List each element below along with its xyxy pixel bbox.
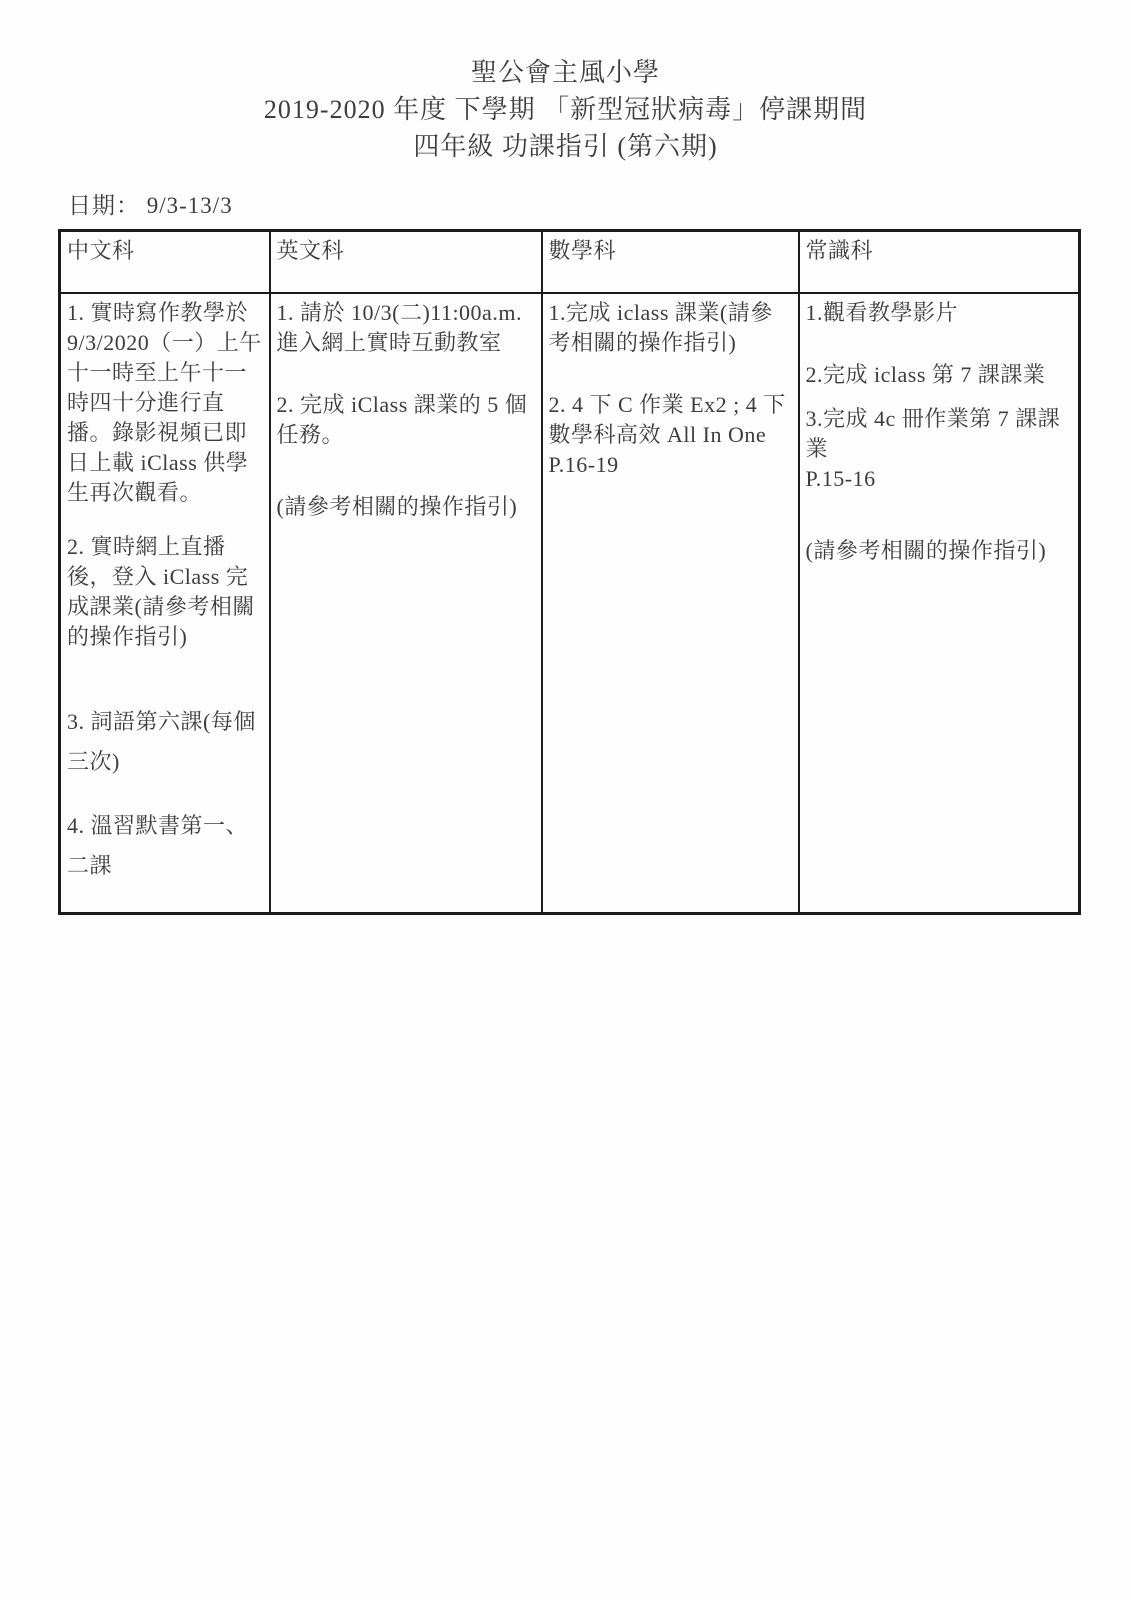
homework-item: 2. 完成 iClass 課業的 5 個任務。 [276, 392, 528, 447]
term-suspension-title: 2019-2020 年度 下學期 「新型冠狀病毒」停課期間 [263, 95, 868, 124]
homework-item: 2. 4 下 C 作業 Ex2 ; 4 下數學科高效 All In One P.16-19 [548, 392, 786, 477]
homework-item: 3. 詞語第六課(每個三次) [67, 709, 256, 774]
homework-item: (請參考相關的操作指引) [276, 494, 518, 519]
homework-item: 2.完成 iclass 第 7 課課業 [805, 362, 1046, 387]
cell-english [270, 293, 542, 914]
column-header-general-studies: 常識科 [799, 231, 1080, 294]
homework-item-page-ref: P.15-16 [805, 466, 876, 491]
homework-item: 2. 實時網上直播後，登入 iClass 完成課業(請參考相關的操作指引) [67, 534, 255, 649]
column-header-english: 英文科 [270, 231, 542, 294]
homework-item: 1.觀看教學影片 [805, 300, 959, 325]
column-header-math: 數學科 [542, 231, 799, 294]
cell-math [542, 293, 799, 914]
homework-item: 3.完成 4c 冊作業第 7 課課業 [805, 406, 1061, 461]
homework-item-note: (請參考相關的操作指引) [805, 538, 1047, 563]
cell-chinese [60, 293, 270, 914]
homework-item: 1.完成 iclass 課業(請參考相關的操作指引) [548, 300, 773, 355]
homework-item: 1. 請於 10/3(二)11:00a.m. 進入網上實時互動教室 [276, 300, 522, 355]
content-row [60, 293, 1080, 914]
homework-table [58, 229, 1081, 915]
school-name: 聖公會主風小學 [470, 58, 660, 87]
grade-guidance-title: 四年級 功課指引 (第六期) [413, 132, 718, 161]
column-header-chinese: 中文科 [60, 231, 270, 294]
date-label: 日期： 9/3-13/3 [68, 193, 233, 218]
homework-item: 1. 實時寫作教學於 9/3/2020（一）上午十一時至上午十一時四十分進行直播。錄影視頻已即日上載 iClass 供學生再次觀看。 [67, 300, 262, 505]
document-header [0, 0, 1131, 165]
cell-general-studies [799, 293, 1080, 914]
header-row [60, 231, 1080, 294]
homework-item: 4. 溫習默書第一、二課 [67, 813, 249, 878]
